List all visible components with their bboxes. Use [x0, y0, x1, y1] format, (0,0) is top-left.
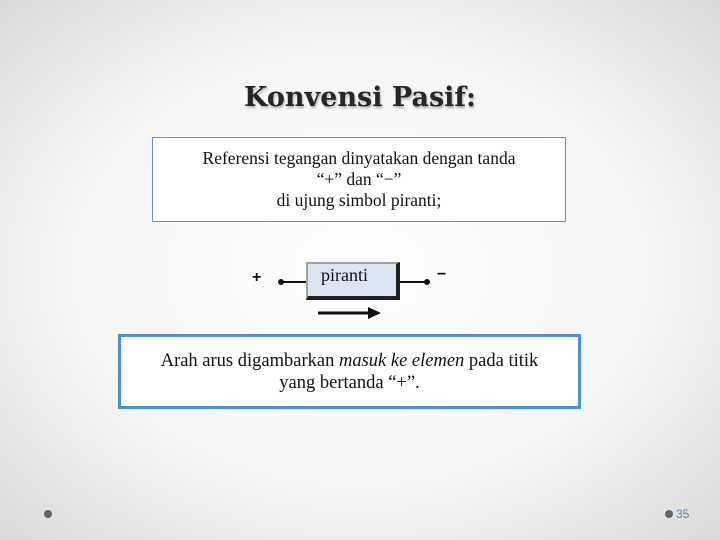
current-line-1	[161, 350, 539, 372]
corner-dot-left	[44, 510, 52, 518]
device-block: piranti	[306, 262, 400, 300]
reference-line-2: “+” dan “−”	[316, 169, 402, 189]
current-line-1-italic: masuk ke elemen	[338, 350, 465, 371]
current-line-1-prefix: Arah arus digambarkan	[160, 350, 339, 371]
corner-dot-right	[665, 510, 673, 518]
current-arrow-head	[368, 307, 381, 319]
minus-sign: −	[437, 266, 447, 283]
plus-sign: +	[252, 269, 262, 286]
reference-line-1: Referensi tegangan dinyatakan dengan tanda	[202, 148, 516, 168]
page-number: 35	[676, 507, 690, 521]
reference-line-3: di ujung simbol piranti;	[276, 190, 442, 210]
left-terminal-dot	[278, 279, 284, 285]
slide-title: Konvensi Pasif:	[244, 82, 476, 113]
current-line-1-suffix: pada titik	[464, 350, 539, 371]
current-direction-box	[118, 334, 581, 409]
right-terminal-dot	[424, 279, 430, 285]
current-line-2: yang bertanda “+”.	[279, 372, 420, 393]
